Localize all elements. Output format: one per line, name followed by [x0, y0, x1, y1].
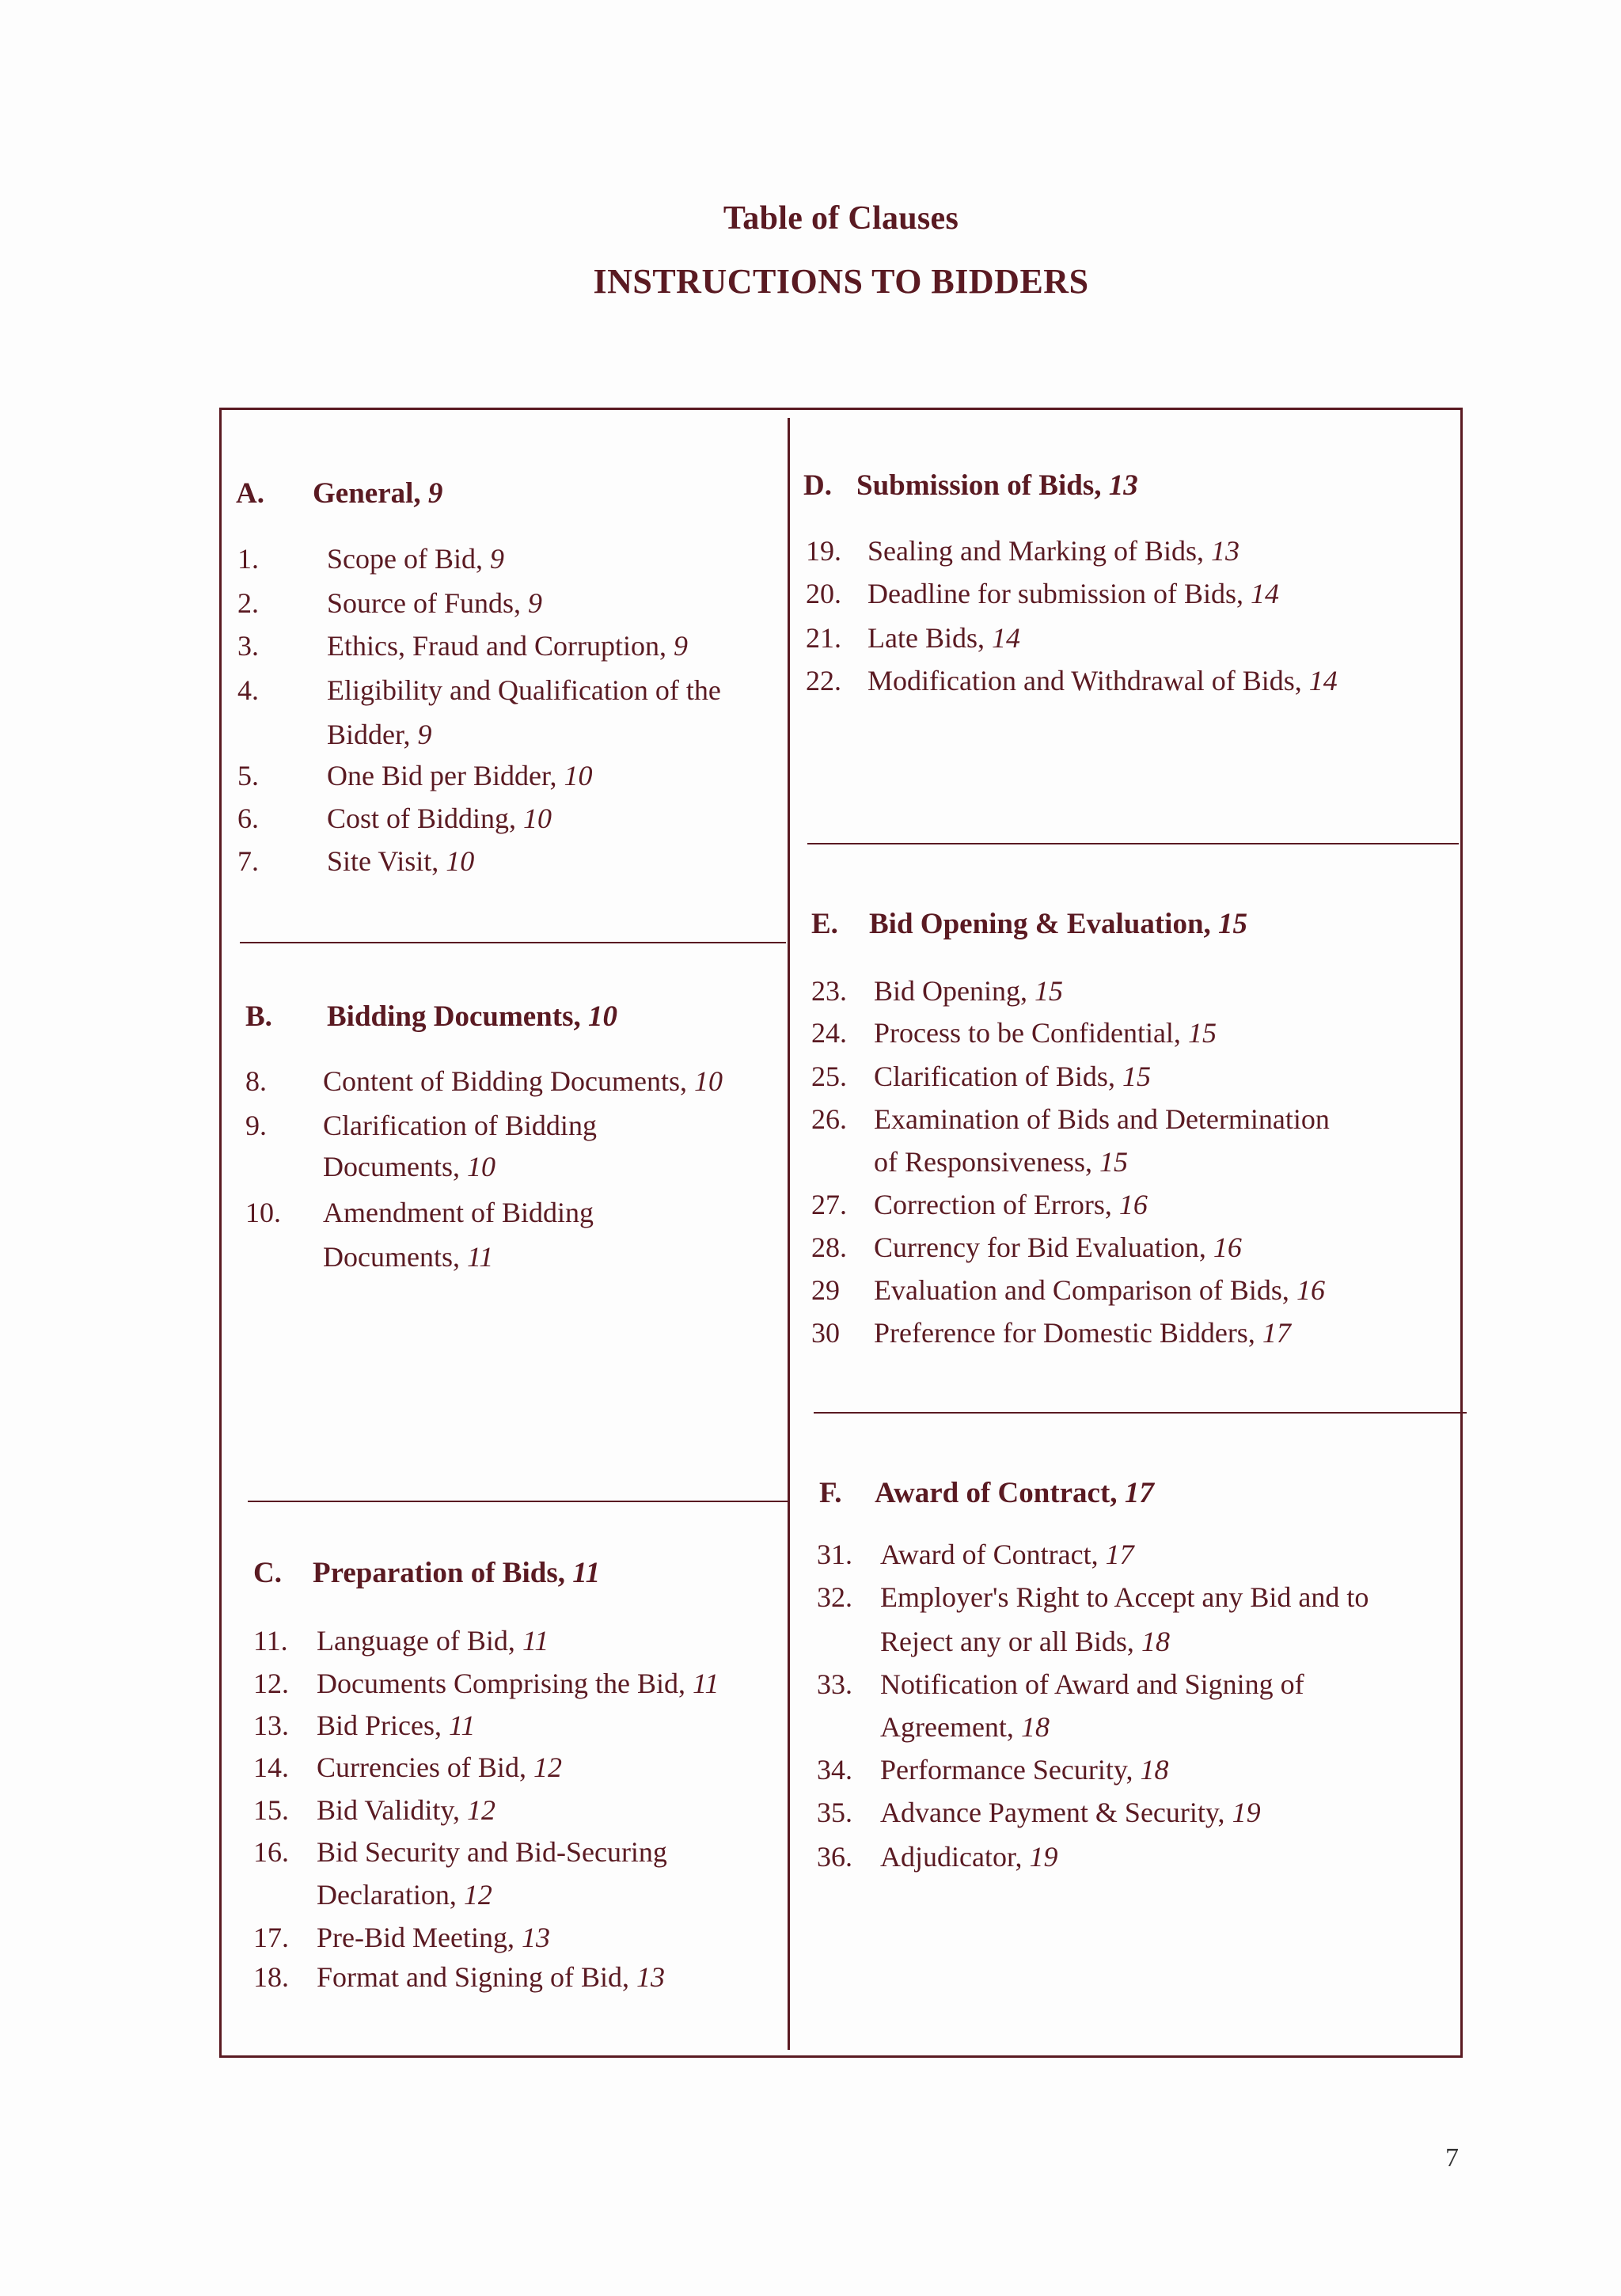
clause-entry[interactable]: [867, 617, 1020, 659]
clause-number: 35.: [817, 1797, 852, 1828]
clause-entry[interactable]: [323, 1191, 594, 1234]
clause-entry-continued: [880, 1706, 1050, 1748]
clause-title: Clarification of Bidding: [323, 1110, 597, 1141]
clause-title: Bid Prices,: [317, 1710, 442, 1741]
clause-page-ref: 9: [673, 630, 688, 662]
clause-page-ref: 9: [417, 719, 432, 750]
clause-page-ref: 17: [1262, 1317, 1291, 1349]
clause-entry[interactable]: [874, 1055, 1151, 1098]
clause-number: 27.: [811, 1189, 847, 1220]
section-page-ref: 11: [572, 1557, 601, 1589]
clause-page-ref: 11: [522, 1625, 549, 1657]
clause-page-ref: 13: [636, 1961, 665, 1993]
clause-entry[interactable]: [327, 537, 504, 580]
clause-title: Language of Bid,: [317, 1625, 515, 1657]
section-page-ref: 9: [427, 477, 443, 510]
clause-entry[interactable]: [867, 572, 1279, 615]
clause-page-ref: 16: [1296, 1274, 1325, 1306]
clause-entry[interactable]: [880, 1663, 1304, 1706]
section-page-ref: 17: [1124, 1477, 1154, 1509]
clause-title-continued: Bidder,: [327, 719, 411, 750]
clause-number: 4.: [237, 674, 259, 706]
section-letter: F.: [819, 1477, 842, 1509]
clause-entry[interactable]: [317, 1746, 562, 1789]
section-title: [327, 1000, 617, 1034]
clause-entry[interactable]: [327, 624, 688, 667]
clause-number: 2.: [237, 587, 259, 619]
clause-number: 8.: [245, 1065, 267, 1097]
clause-entry[interactable]: [317, 1956, 665, 1998]
clause-entry[interactable]: [880, 1791, 1261, 1834]
clause-title: Content of Bidding Documents,: [323, 1065, 687, 1097]
section-letter: B.: [245, 1000, 272, 1033]
clause-number: 19.: [806, 535, 841, 567]
clause-entry-continued: [323, 1235, 493, 1278]
clause-title-continued: Documents,: [323, 1151, 460, 1182]
clause-title: One Bid per Bidder,: [327, 760, 557, 791]
divider-a-b: [240, 942, 786, 943]
clause-entry[interactable]: [867, 659, 1338, 702]
clause-page-ref: 19: [1232, 1797, 1261, 1828]
clause-title: Clarification of Bids,: [874, 1061, 1115, 1092]
clause-title: Bid Validity,: [317, 1794, 461, 1826]
clause-number: 33.: [817, 1668, 852, 1700]
clause-entry-continued: [880, 1620, 1170, 1663]
clause-title: Deadline for submission of Bids,: [867, 578, 1243, 609]
clause-title: Notification of Award and Signing of: [880, 1668, 1304, 1700]
clause-title: Correction of Errors,: [874, 1189, 1112, 1220]
clause-page-ref: 10: [523, 803, 552, 834]
clause-entry[interactable]: [874, 1311, 1291, 1354]
clause-number: 16.: [253, 1836, 289, 1868]
clause-page-ref: 14: [991, 622, 1020, 654]
clause-number: 20.: [806, 578, 841, 609]
clause-title-continued: Agreement,: [880, 1711, 1014, 1743]
clause-title: Amendment of Bidding: [323, 1197, 594, 1228]
clause-title: Scope of Bid,: [327, 543, 483, 575]
clause-entry[interactable]: [880, 1748, 1169, 1791]
clause-title: Currency for Bid Evaluation,: [874, 1231, 1206, 1263]
clause-title-continued: Documents,: [323, 1241, 460, 1273]
clause-title: Sealing and Marking of Bids,: [867, 535, 1204, 567]
divider-b-c: [248, 1501, 788, 1502]
section-title-text: Award of Contract,: [875, 1477, 1118, 1509]
clause-page-ref: 10: [564, 760, 593, 791]
clause-page-ref: 18: [1020, 1711, 1050, 1743]
divider-e-f: [814, 1412, 1467, 1414]
clause-entry[interactable]: [317, 1619, 549, 1662]
clause-number: 34.: [817, 1754, 852, 1786]
section-title: [869, 907, 1247, 941]
clause-number: 21.: [806, 622, 841, 654]
clause-entry-continued: [323, 1145, 495, 1188]
section-letter: E.: [811, 908, 838, 940]
divider-d-e: [807, 843, 1459, 844]
clause-entry[interactable]: [327, 840, 474, 882]
clause-title: Modification and Withdrawal of Bids,: [867, 665, 1302, 696]
clause-title: Performance Security,: [880, 1754, 1133, 1786]
clause-title: Employer's Right to Accept any Bid and to: [880, 1581, 1369, 1613]
clause-number: 26.: [811, 1103, 847, 1135]
clause-entry[interactable]: [323, 1060, 723, 1102]
clause-page-ref: 19: [1029, 1841, 1058, 1873]
clause-entry[interactable]: [327, 669, 721, 712]
clause-entry[interactable]: [327, 754, 593, 797]
clause-page-ref: 9: [528, 587, 542, 619]
clause-title: Adjudicator,: [880, 1841, 1023, 1873]
clause-page-ref: 14: [1308, 665, 1338, 696]
clause-entry[interactable]: [317, 1831, 667, 1873]
clause-page-ref: 17: [1105, 1539, 1134, 1570]
clause-number: 14.: [253, 1751, 289, 1783]
clause-number: 12.: [253, 1668, 289, 1699]
clause-page-ref: 15: [1187, 1017, 1217, 1049]
section-letter: D.: [803, 469, 832, 502]
section-title: [875, 1476, 1154, 1510]
clause-entry[interactable]: [874, 1183, 1148, 1226]
clause-number: 5.: [237, 760, 259, 791]
clause-title-continued: Reject any or all Bids,: [880, 1626, 1134, 1657]
clause-page-ref: 12: [533, 1751, 562, 1783]
clause-title: Late Bids,: [867, 622, 985, 654]
section-title-text: Bidding Documents,: [327, 1000, 581, 1033]
clause-number: 28.: [811, 1231, 847, 1263]
clause-number: 18.: [253, 1961, 289, 1993]
clause-page-ref: 14: [1250, 578, 1279, 609]
clause-number: 13.: [253, 1710, 289, 1741]
page-number: 7: [1445, 2143, 1459, 2173]
clause-entry[interactable]: [867, 529, 1239, 572]
section-page-ref: 15: [1218, 908, 1248, 940]
clause-entry[interactable]: [880, 1835, 1058, 1878]
clause-title-continued: Declaration,: [317, 1879, 457, 1911]
clause-entry[interactable]: [317, 1662, 719, 1705]
clause-page-ref: 18: [1141, 1626, 1170, 1657]
clause-page-ref: 15: [1099, 1146, 1128, 1178]
clause-page-ref: 13: [1210, 535, 1239, 567]
clause-number: 22.: [806, 665, 841, 696]
clause-title: Source of Funds,: [327, 587, 521, 619]
clause-number: 15.: [253, 1794, 289, 1826]
clause-entry[interactable]: [317, 1916, 550, 1959]
clause-title: Documents Comprising the Bid,: [317, 1668, 685, 1699]
clause-entry[interactable]: [880, 1533, 1134, 1576]
clause-title: Format and Signing of Bid,: [317, 1961, 629, 1993]
section-letter: A.: [236, 477, 264, 510]
clause-title: Preference for Domestic Bidders,: [874, 1317, 1255, 1349]
clause-title: Cost of Bidding,: [327, 803, 517, 834]
clause-page-ref: 9: [489, 543, 504, 575]
clause-title: Currencies of Bid,: [317, 1751, 526, 1783]
clause-entry[interactable]: [874, 1011, 1217, 1054]
section-title: [313, 476, 442, 510]
clause-entry-continued: [317, 1873, 492, 1916]
clause-number: 3.: [237, 630, 259, 662]
clause-page-ref: 10: [693, 1065, 723, 1097]
section-title-text: Submission of Bids,: [856, 469, 1102, 502]
clause-page-ref: 12: [463, 1879, 492, 1911]
clause-number: 1.: [237, 543, 259, 575]
column-divider: [788, 418, 790, 2050]
clause-page-ref: 18: [1140, 1754, 1169, 1786]
page-title: Table of Clauses: [723, 200, 959, 237]
clause-number: 6.: [237, 803, 259, 834]
clause-entry[interactable]: [323, 1104, 597, 1147]
clause-entry[interactable]: [317, 1789, 495, 1831]
clause-entry[interactable]: [327, 797, 552, 840]
clause-number: 9.: [245, 1110, 267, 1141]
clause-page-ref: 13: [521, 1922, 550, 1953]
clause-title: Examination of Bids and Determination: [874, 1103, 1330, 1135]
clause-entry[interactable]: [880, 1576, 1369, 1619]
clause-title: Ethics, Fraud and Corruption,: [327, 630, 666, 662]
clause-entry[interactable]: [874, 970, 1063, 1012]
section-page-ref: 13: [1108, 469, 1138, 502]
clause-number: 30: [811, 1317, 840, 1349]
page-subtitle: INSTRUCTIONS TO BIDDERS: [593, 262, 1089, 301]
clause-number: 23.: [811, 975, 847, 1007]
clause-number: 24.: [811, 1017, 847, 1049]
section-page-ref: 10: [587, 1000, 617, 1033]
clause-page-ref: 15: [1122, 1061, 1151, 1092]
clause-page-ref: 11: [692, 1668, 719, 1699]
clause-entry-continued: [874, 1140, 1128, 1183]
section-title: [856, 469, 1138, 503]
clause-title-continued: of Responsiveness,: [874, 1146, 1092, 1178]
clause-number: 7.: [237, 845, 259, 877]
clause-entry[interactable]: [874, 1226, 1242, 1269]
clause-title: Site Visit,: [327, 845, 439, 877]
clause-number: 17.: [253, 1922, 289, 1953]
clause-number: 10.: [245, 1197, 281, 1228]
clause-title: Bid Security and Bid-Securing: [317, 1836, 667, 1868]
clause-title: Evaluation and Comparison of Bids,: [874, 1274, 1289, 1306]
section-title: [313, 1556, 600, 1590]
clause-page-ref: 10: [466, 1151, 495, 1182]
clause-entry[interactable]: [874, 1098, 1330, 1140]
clause-number: 25.: [811, 1061, 847, 1092]
section-title-text: Bid Opening & Evaluation,: [869, 908, 1211, 940]
clause-number: 36.: [817, 1841, 852, 1873]
clause-title: Award of Contract,: [880, 1539, 1099, 1570]
clause-entry-continued: [327, 713, 432, 756]
section-title-text: General,: [313, 477, 421, 510]
clause-page-ref: 11: [466, 1241, 494, 1273]
clause-title: Pre-Bid Meeting,: [317, 1922, 514, 1953]
clause-number: 11.: [253, 1625, 288, 1657]
clause-page-ref: 12: [467, 1794, 496, 1826]
clause-title: Bid Opening,: [874, 975, 1027, 1007]
clause-page-ref: 16: [1213, 1231, 1242, 1263]
clause-title: Process to be Confidential,: [874, 1017, 1181, 1049]
clause-number: 29: [811, 1274, 840, 1306]
clause-number: 32.: [817, 1581, 852, 1613]
clause-page-ref: 16: [1118, 1189, 1148, 1220]
section-title-text: Preparation of Bids,: [313, 1557, 565, 1589]
clause-page-ref: 11: [449, 1710, 476, 1741]
clause-title: Advance Payment & Security,: [880, 1797, 1225, 1828]
clause-entry[interactable]: [327, 582, 542, 624]
clause-entry[interactable]: [874, 1269, 1325, 1311]
clause-entry[interactable]: [317, 1704, 475, 1747]
clause-title: Eligibility and Qualification of the: [327, 674, 721, 706]
clause-page-ref: 10: [446, 845, 475, 877]
section-letter: C.: [253, 1557, 282, 1589]
clause-number: 31.: [817, 1539, 852, 1570]
clause-page-ref: 15: [1034, 975, 1063, 1007]
